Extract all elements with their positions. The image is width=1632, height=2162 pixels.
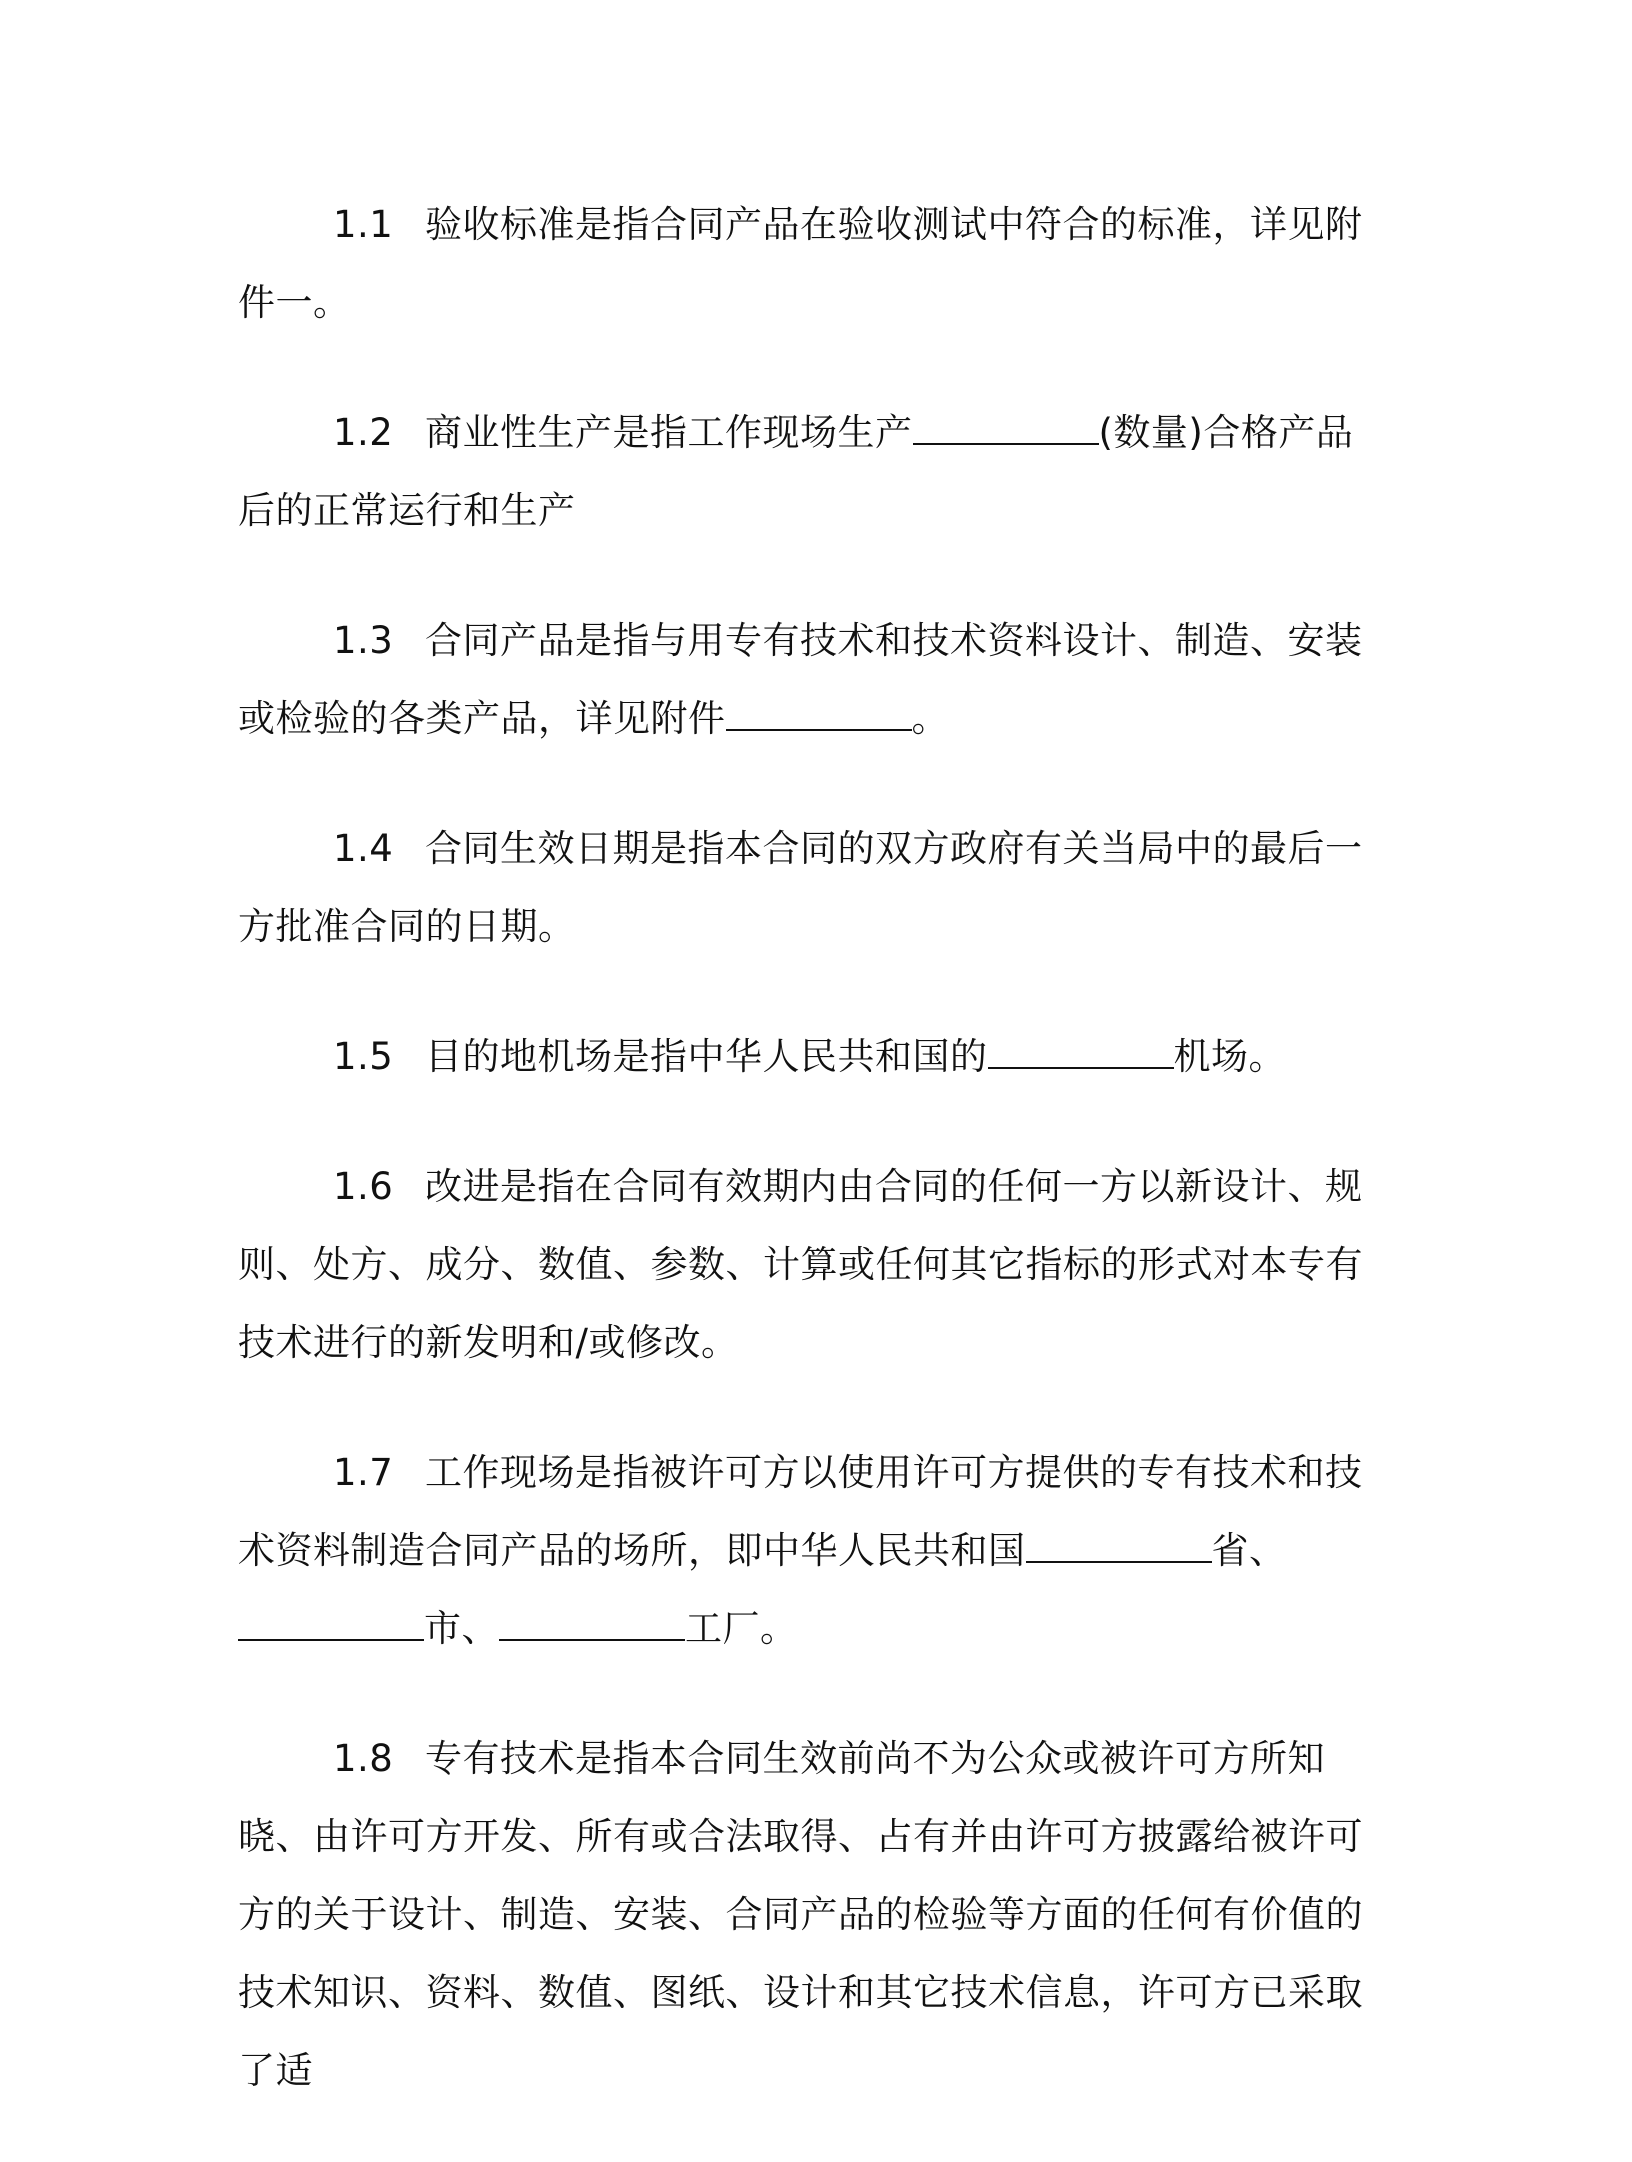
fill-blank-airport[interactable] <box>988 1037 1174 1069</box>
clause-number: 1.1 <box>333 203 394 246</box>
clause-text: (数量)合格产品后的正常运行和生产 <box>238 411 1354 532</box>
clause-1-2 <box>238 394 1388 550</box>
clause-1-6 <box>238 1148 1388 1382</box>
clause-number: 1.5 <box>333 1035 394 1078</box>
clause-text: 专有技术是指本合同生效前尚不为公众或被许可方所知晓、由许可方开发、所有或合法取得、占有并由许可方披露给被许可方的关于设计、制造、安装、合同产品的检验等方面的任何有价值的技术知识、资料、数值、图纸、设计和其它技术信息，许可方已采取了适 <box>238 1737 1363 2092</box>
clause-number: 1.4 <box>333 827 394 870</box>
fill-blank-factory[interactable] <box>499 1609 685 1641</box>
clause-text: 改进是指在合同有效期内由合同的任何一方以新设计、规则、处方、成分、数值、参数、计算或任何其它指标的形式对本专有技术进行的新发明和/或修改。 <box>238 1165 1363 1364</box>
clause-1-7 <box>238 1434 1388 1668</box>
fill-blank-province[interactable] <box>1026 1531 1212 1563</box>
clause-1-3 <box>238 602 1388 758</box>
clause-text: 市、 <box>424 1607 499 1650</box>
clause-1-5 <box>238 1018 1388 1096</box>
clause-text: 机场。 <box>1173 1035 1286 1078</box>
clause-number: 1.2 <box>333 411 394 454</box>
clause-number: 1.3 <box>333 619 394 662</box>
clause-text: 工厂。 <box>685 1607 798 1650</box>
clause-text: 合同生效日期是指本合同的双方政府有关当局中的最后一方批准合同的日期。 <box>238 827 1363 948</box>
fill-blank-appendix[interactable] <box>726 699 912 731</box>
clause-number: 1.8 <box>333 1737 394 1780</box>
clause-1-4 <box>238 810 1388 966</box>
clause-1-1 <box>238 186 1388 342</box>
clause-text: 。 <box>911 697 949 740</box>
clause-text: 省、 <box>1211 1529 1287 1572</box>
clause-text: 商业性生产是指工作现场生产 <box>425 411 913 454</box>
clause-text: 目的地机场是指中华人民共和国的 <box>425 1035 988 1078</box>
clause-number: 1.7 <box>333 1451 394 1494</box>
clause-number: 1.6 <box>333 1165 394 1208</box>
clause-text: 验收标准是指合同产品在验收测试中符合的标准，详见附件一。 <box>238 203 1363 324</box>
fill-blank-quantity[interactable] <box>913 413 1099 445</box>
fill-blank-city[interactable] <box>238 1609 424 1641</box>
document-page <box>238 186 1388 2162</box>
clause-1-8 <box>238 1720 1388 2110</box>
clause-text: 合同产品是指与用专有技术和技术资料设计、制造、安装或检验的各类产品，详见附件 <box>238 619 1363 740</box>
clause-text: 工作现场是指被许可方以使用许可方提供的专有技术和技术资料制造合同产品的场所，即中华人民共和国 <box>238 1451 1363 1572</box>
